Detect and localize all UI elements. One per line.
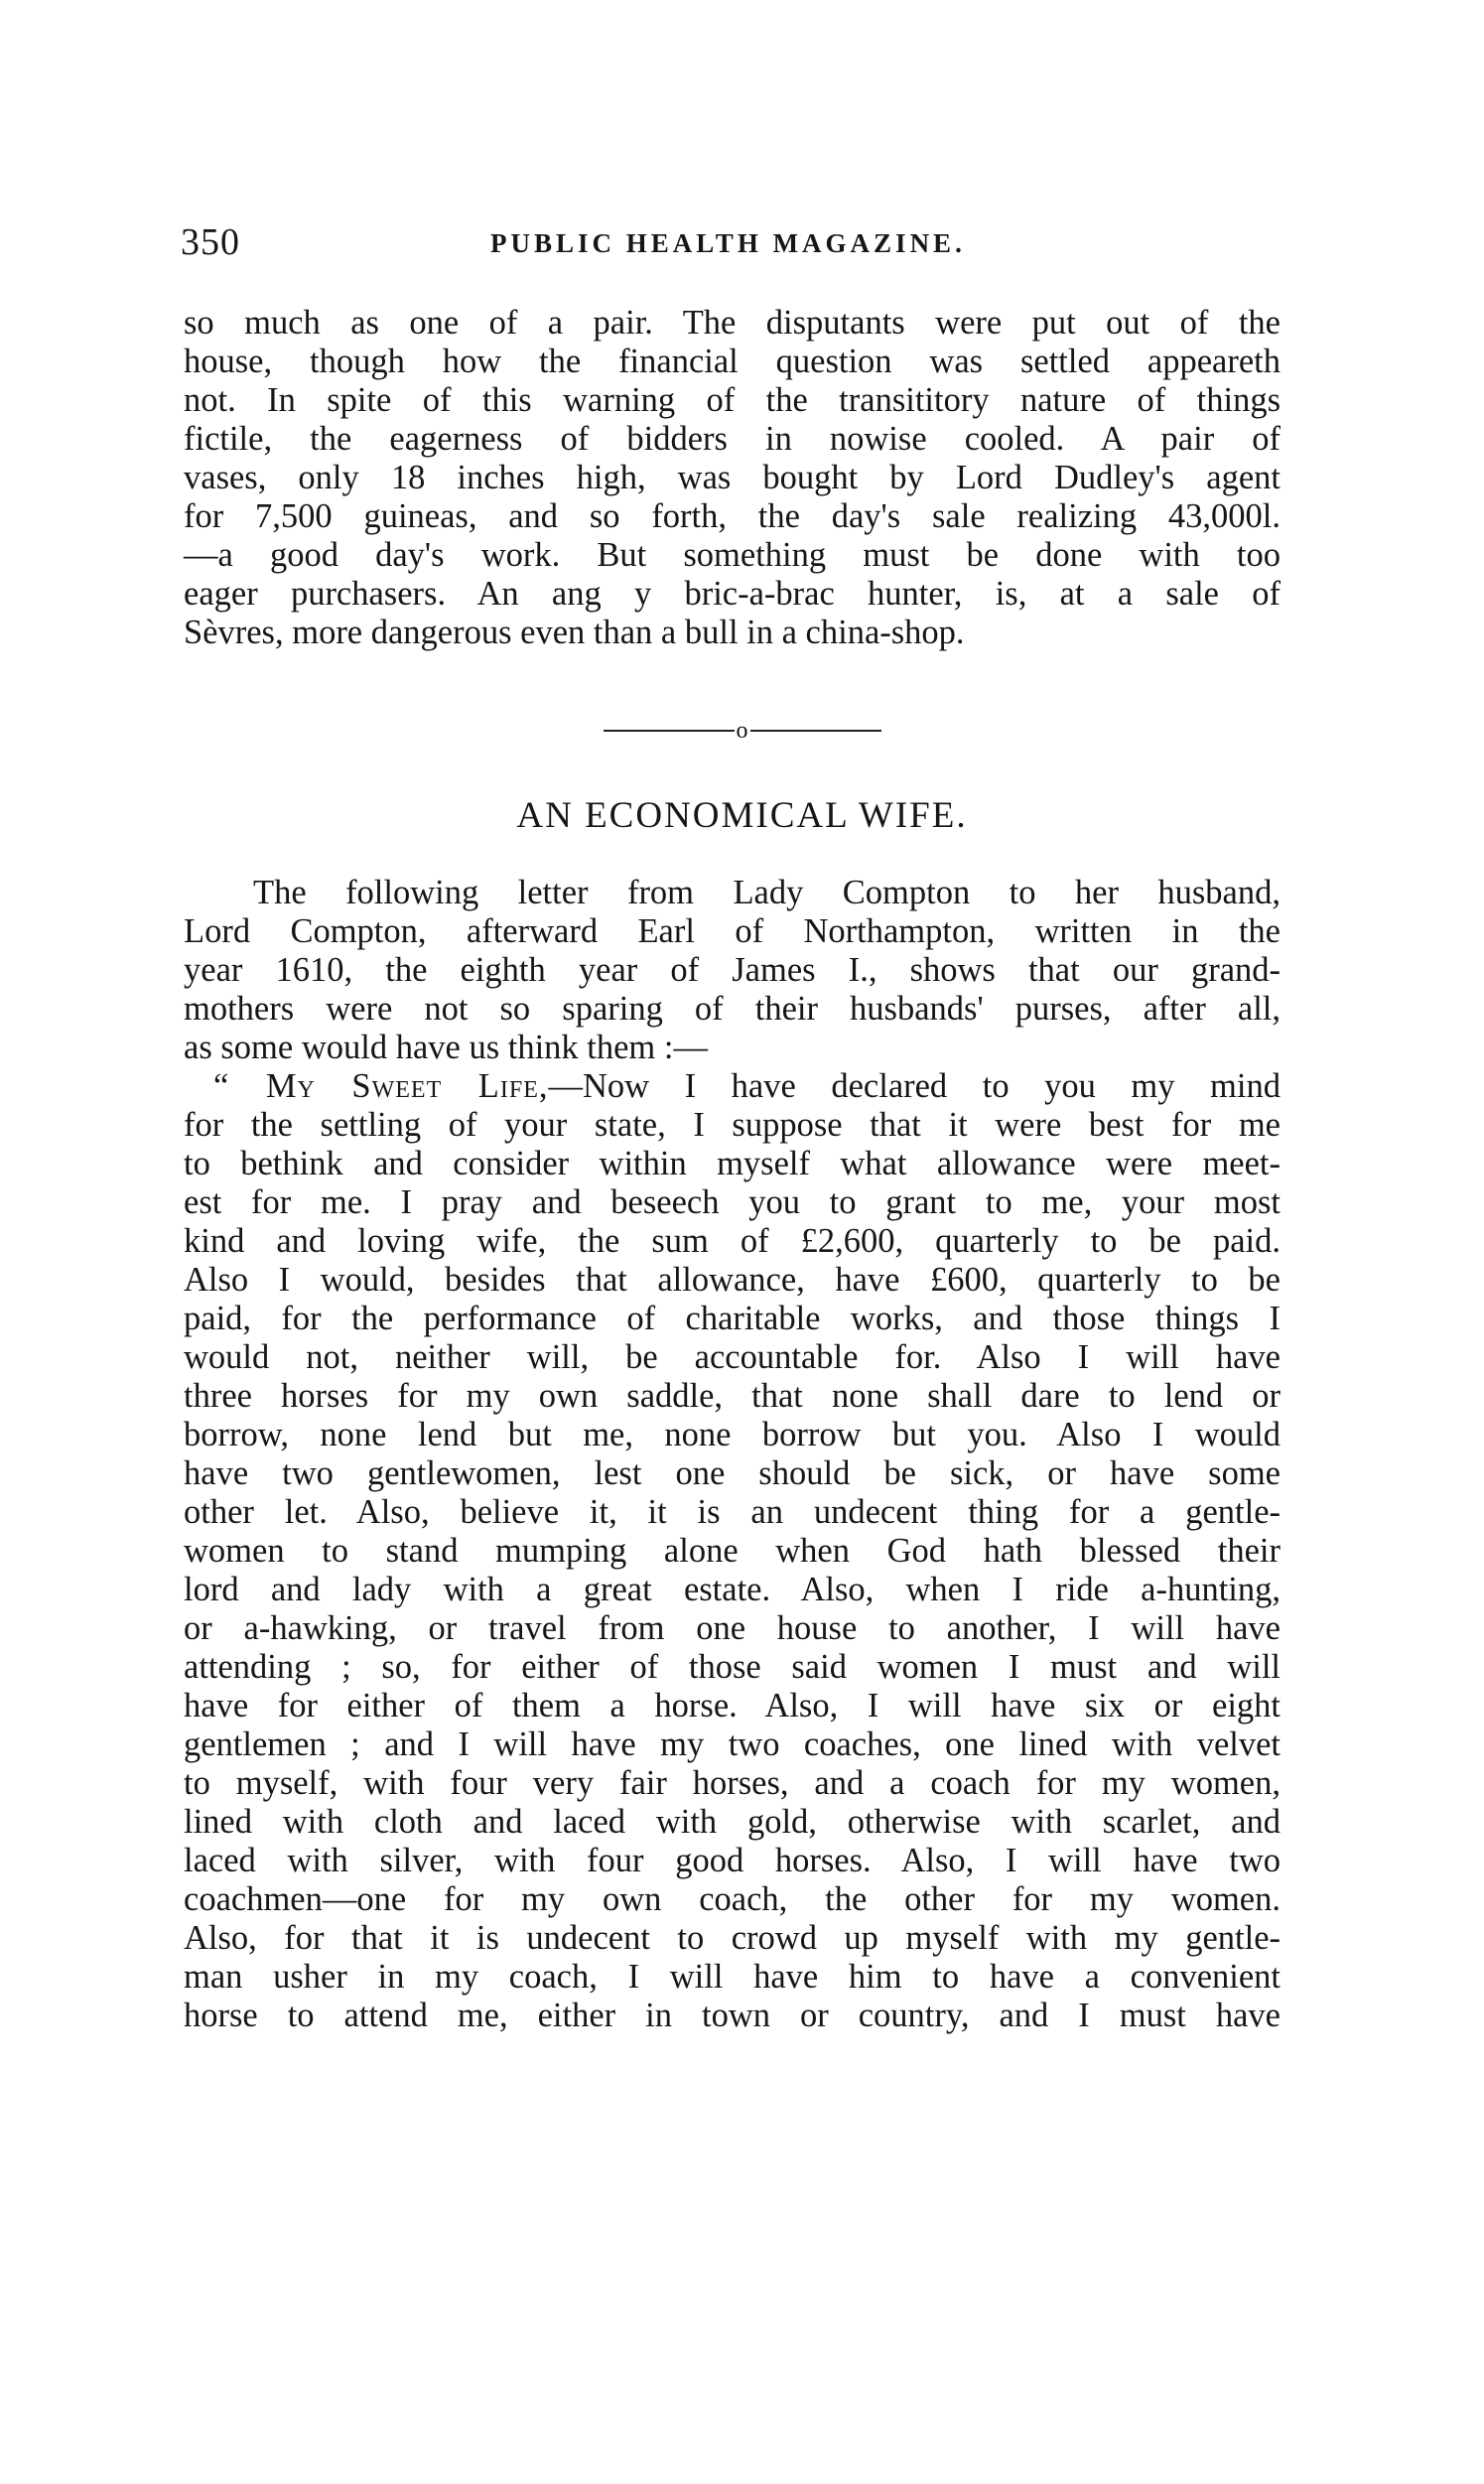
text-line: have for either of them a horse. Also, I will have six or eight [184, 1687, 1281, 1725]
text-line: coachmen—one for my own coach, the other for my women. [184, 1880, 1281, 1918]
text-line: or a-hawking, or travel from one house to another, I will have [184, 1609, 1281, 1647]
letter-salutation: “ My Sweet Life, [213, 1067, 549, 1105]
article-intro [184, 874, 1281, 1067]
text-line: as some would have us think them :— [184, 1029, 708, 1066]
text-line: gentlemen ; and I will have my two coaches, one lined with velvet [184, 1725, 1281, 1763]
text-line: would not, neither will, be accountable for. Also I will have [184, 1338, 1281, 1376]
letter-opening-text: —Now I have declared to you my mind [548, 1067, 1281, 1105]
text-line: eager purchasers. An ang y bric-a-brac hunter, is, at a sale of [184, 575, 1281, 613]
divider-ring: o [736, 718, 748, 745]
text-line: est for me. I pray and beseech you to grant to me, your most [184, 1183, 1281, 1221]
text-line: women to stand mumping alone when God hath blessed their [184, 1532, 1281, 1570]
text-line: vases, only 18 inches high, was bought by Lord Dudley's agent [184, 459, 1281, 496]
text-line: to myself, with four very fair horses, and a coach for my women, [184, 1764, 1281, 1802]
text-line: have two gentlewomen, lest one should be sick, or have some [184, 1454, 1281, 1492]
text-line: attending ; so, for either of those said women I must and will [184, 1648, 1281, 1686]
text-line: Also I would, besides that allowance, have £600, quarterly to be [184, 1261, 1281, 1299]
section-divider [0, 715, 1484, 745]
text-line: horse to attend me, either in town or country, and I must have [184, 1997, 1281, 2034]
text-line: to bethink and consider within myself what allowance were meet- [184, 1145, 1281, 1182]
running-head [181, 220, 1273, 270]
text-line: kind and loving wife, the sum of £2,600, quarterly to be paid. [184, 1222, 1281, 1260]
text-line: year 1610, the eighth year of James I., shows that our grand- [184, 951, 1281, 989]
text-line: borrow, none lend but me, none borrow but you. Also I would [184, 1416, 1281, 1453]
text-line: for the settling of your state, I suppose that it were best for me [184, 1106, 1281, 1144]
text-line: The following letter from Lady Compton to her husband, [253, 874, 1281, 911]
page-number: 350 [181, 221, 240, 263]
text-line: Also, for that it is undecent to crowd up myself with my gentle- [184, 1919, 1281, 1957]
text-line: man usher in my coach, I will have him to have a convenient [184, 1958, 1281, 1996]
letter-text [184, 1067, 1281, 2035]
text-line: not. In spite of this warning of the transititory nature of things [184, 381, 1281, 419]
magazine-title: PUBLIC HEALTH MAGAZINE. [490, 228, 966, 258]
text-line: house, though how the financial question was settled appeareth [184, 343, 1281, 380]
previous-article-text [184, 304, 1281, 652]
divider-rule-right [750, 730, 881, 732]
article-title: AN ECONOMICAL WIFE. [516, 795, 968, 836]
text-line: other let. Also, believe it, it is an undecent thing for a gentle- [184, 1493, 1281, 1531]
text-line: paid, for the performance of charitable works, and those things I [184, 1300, 1281, 1337]
letter-opening-line [184, 1067, 1281, 1106]
text-line: laced with silver, with four good horses. Also, I will have two [184, 1842, 1281, 1879]
text-line: lord and lady with a great estate. Also, when I ride a-hunting, [184, 1571, 1281, 1608]
text-line: so much as one of a pair. The disputants were put out of the [184, 304, 1281, 342]
divider-rule-left [604, 730, 735, 732]
text-line: Lord Compton, afterward Earl of Northampton, written in the [184, 912, 1281, 950]
text-line: —a good day's work. But something must be done with too [184, 536, 1281, 574]
text-line: three horses for my own saddle, that none shall dare to lend or [184, 1377, 1281, 1415]
text-line: fictile, the eagerness of bidders in nowise cooled. A pair of [184, 420, 1281, 458]
text-line: lined with cloth and laced with gold, otherwise with scarlet, and [184, 1803, 1281, 1841]
text-line: for 7,500 guineas, and so forth, the day's sale realizing 43,000l. [184, 497, 1281, 535]
text-line: mothers were not so sparing of their husbands' purses, after all, [184, 990, 1281, 1028]
text-line: Sèvres, more dangerous even than a bull in a china-shop. [184, 614, 965, 651]
